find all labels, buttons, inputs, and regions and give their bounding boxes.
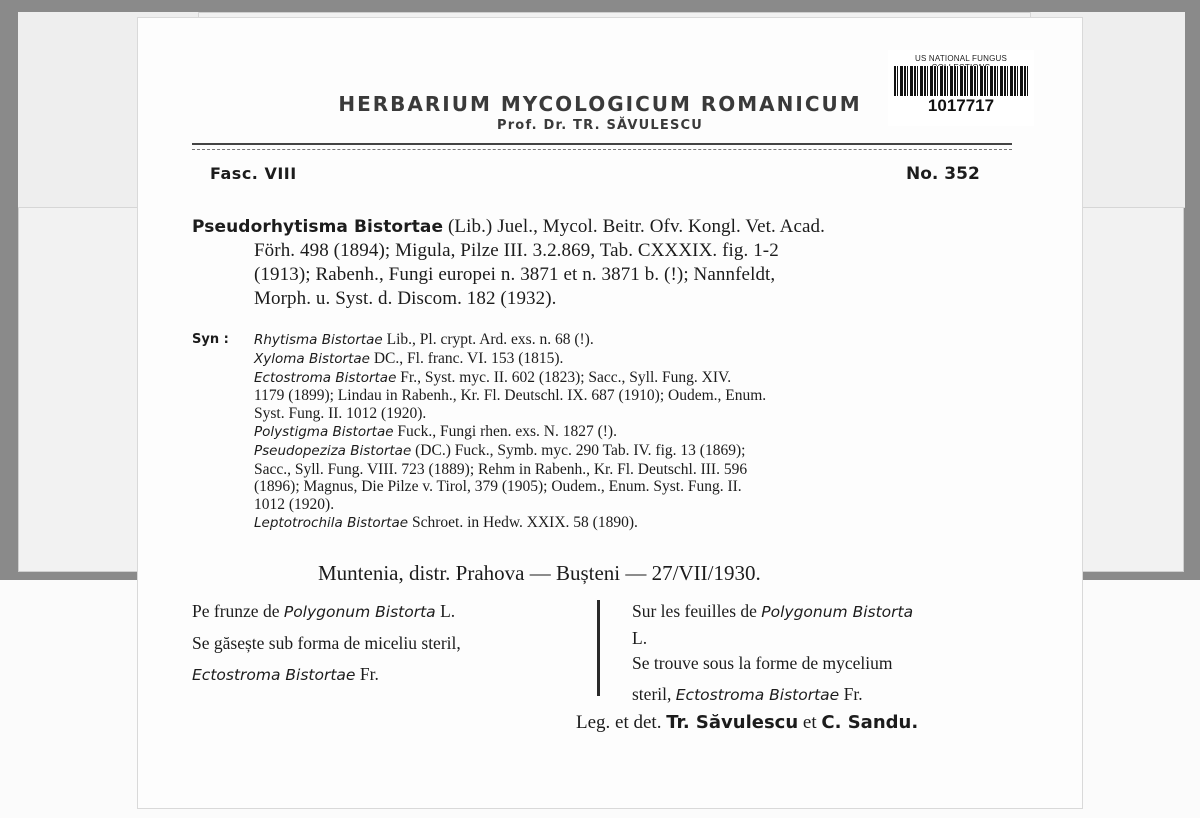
- species-line-1: [192, 215, 1042, 239]
- legit-prefix: Leg. et det.: [576, 712, 667, 733]
- french-description: [632, 596, 1032, 711]
- synonym-name: Xyloma Bistortae: [254, 350, 370, 367]
- synonym-entry: [254, 331, 1044, 350]
- fr-line-4: [632, 679, 1032, 711]
- ro-text: L.: [435, 601, 456, 621]
- synonyms-list: [254, 331, 1044, 533]
- fr-anamorph-name: Ectostroma Bistortae: [675, 686, 840, 704]
- species-line-3: (1913); Rabenh., Fungi europei n. 3871 et n. 3871 b. (!); Nannfeldt,: [254, 264, 776, 285]
- collector-2: C. Sandu.: [821, 712, 919, 733]
- synonym-line: [254, 496, 1044, 514]
- fr-line-2: L.: [632, 628, 648, 648]
- column-divider: [597, 600, 600, 696]
- synonym-citation: (1896); Magnus, Die Pilze v. Tirol, 379 (1905); Oudem., Enum. Syst. Fung. II.: [254, 478, 742, 496]
- synonym-name: Ectostroma Bistortae: [254, 369, 397, 386]
- ro-line-3: [192, 659, 582, 691]
- synonym-line: [254, 442, 1044, 461]
- fascicle: Fasc. VIII: [210, 164, 297, 183]
- synonym-line: [254, 369, 1044, 388]
- species-name: Pseudorhytisma Bistortae: [192, 217, 444, 237]
- synonym-entry: [254, 369, 1044, 423]
- synonym-citation: Syst. Fung. II. 1012 (1920).: [254, 405, 427, 423]
- collectors: [576, 712, 918, 734]
- synonym-name: Polystigma Bistortae: [254, 423, 394, 440]
- synonym-citation: (DC.) Fuck., Symb. myc. 290 Tab. IV. fig. 13 (1869);: [411, 441, 746, 459]
- locality: Muntenia, distr. Prahova — Bușteni — 27/VII/1930.: [318, 561, 761, 585]
- synonym-line: [254, 350, 1044, 369]
- synonym-citation: Lib., Pl. crypt. Ard. exs. n. 68 (!).: [382, 331, 594, 348]
- synonym-citation: 1179 (1899); Lindau in Rabenh., Kr. Fl. Deutschl. IX. 687 (1910); Oudem., Enum.: [254, 387, 767, 405]
- fr-text: Fr.: [839, 684, 863, 704]
- synonym-line: [254, 387, 1044, 405]
- species-authority: (Lib.) Juel., Mycol. Beitr. Ofv. Kongl. Vet. Acad.: [443, 216, 826, 237]
- collector-1: Tr. Săvulescu: [666, 712, 799, 733]
- species-line-2: Förh. 498 (1894); Migula, Pilze III. 3.2.869, Tab. CXXXIX. fig. 1-2: [254, 240, 779, 261]
- fr-line-3: Se trouve sous la forme de mycelium: [632, 653, 893, 673]
- synonym-citation: 1012 (1920).: [254, 496, 335, 514]
- species-line-4: Morph. u. Syst. d. Discom. 182 (1932).: [254, 288, 557, 309]
- ro-line-2: Se găsește sub forma de miceliu steril,: [192, 633, 461, 653]
- synonym-entry: [254, 423, 1044, 442]
- synonym-name: Pseudopeziza Bistortae: [254, 442, 412, 459]
- herbarium-subtitle: Prof. Dr. TR. SĂVULESCU: [496, 118, 704, 133]
- fr-text: Sur les feuilles de: [632, 601, 762, 621]
- romanian-description: [192, 596, 582, 691]
- barcode-icon: [894, 66, 1028, 96]
- synonym-entry: [254, 442, 1044, 514]
- barcode-number: 1017717: [927, 96, 995, 115]
- synonym-line: [254, 478, 1044, 496]
- synonym-name: Leptotrochila Bistortae: [254, 514, 409, 531]
- synonym-entry: [254, 514, 1044, 533]
- synonym-name: Rhytisma Bistortae: [254, 332, 383, 348]
- synonym-line: [254, 423, 1044, 442]
- herbarium-title: HERBARIUM MYCOLOGICUM ROMANICUM: [338, 92, 862, 116]
- synonym-citation: Schroet. in Hedw. XXIX. 58 (1890).: [408, 513, 638, 531]
- synonym-entry: [254, 350, 1044, 369]
- ro-text: Fr.: [355, 664, 379, 684]
- synonym-citation: Fr., Syst. myc. II. 602 (1823); Sacc., Syll. Fung. XIV.: [396, 368, 732, 386]
- fr-text: steril,: [632, 684, 676, 704]
- ro-anamorph-name: Ectostroma Bistortae: [192, 666, 356, 684]
- synonym-line: [254, 331, 1044, 350]
- ro-line-1: [192, 596, 582, 628]
- synonym-line: [254, 461, 1044, 479]
- synonym-citation: DC., Fl. franc. VI. 153 (1815).: [369, 349, 564, 367]
- ro-text: Pe frunze de: [192, 601, 284, 621]
- synonyms-label: Syn :: [192, 332, 229, 347]
- species-citation: [192, 215, 1042, 311]
- fr-host-name: Polygonum Bistorta: [761, 603, 914, 621]
- synonym-line: [254, 514, 1044, 533]
- legit-conjunction: et: [798, 712, 822, 733]
- specimen-number: No. 352: [906, 164, 980, 184]
- synonym-citation: Sacc., Syll. Fung. VIII. 723 (1889); Rehm in Rabenh., Kr. Fl. Deutschl. III. 596: [254, 460, 748, 478]
- barcode-caption: US NATIONAL FUNGUS: [914, 54, 1008, 63]
- fr-line-1: [632, 596, 1032, 628]
- synonym-citation: Fuck., Fungi rhen. exs. N. 1827 (!).: [393, 422, 617, 440]
- synonym-line: [254, 405, 1044, 423]
- header-rule: [192, 143, 1012, 150]
- ro-host-name: Polygonum Bistorta: [283, 603, 436, 621]
